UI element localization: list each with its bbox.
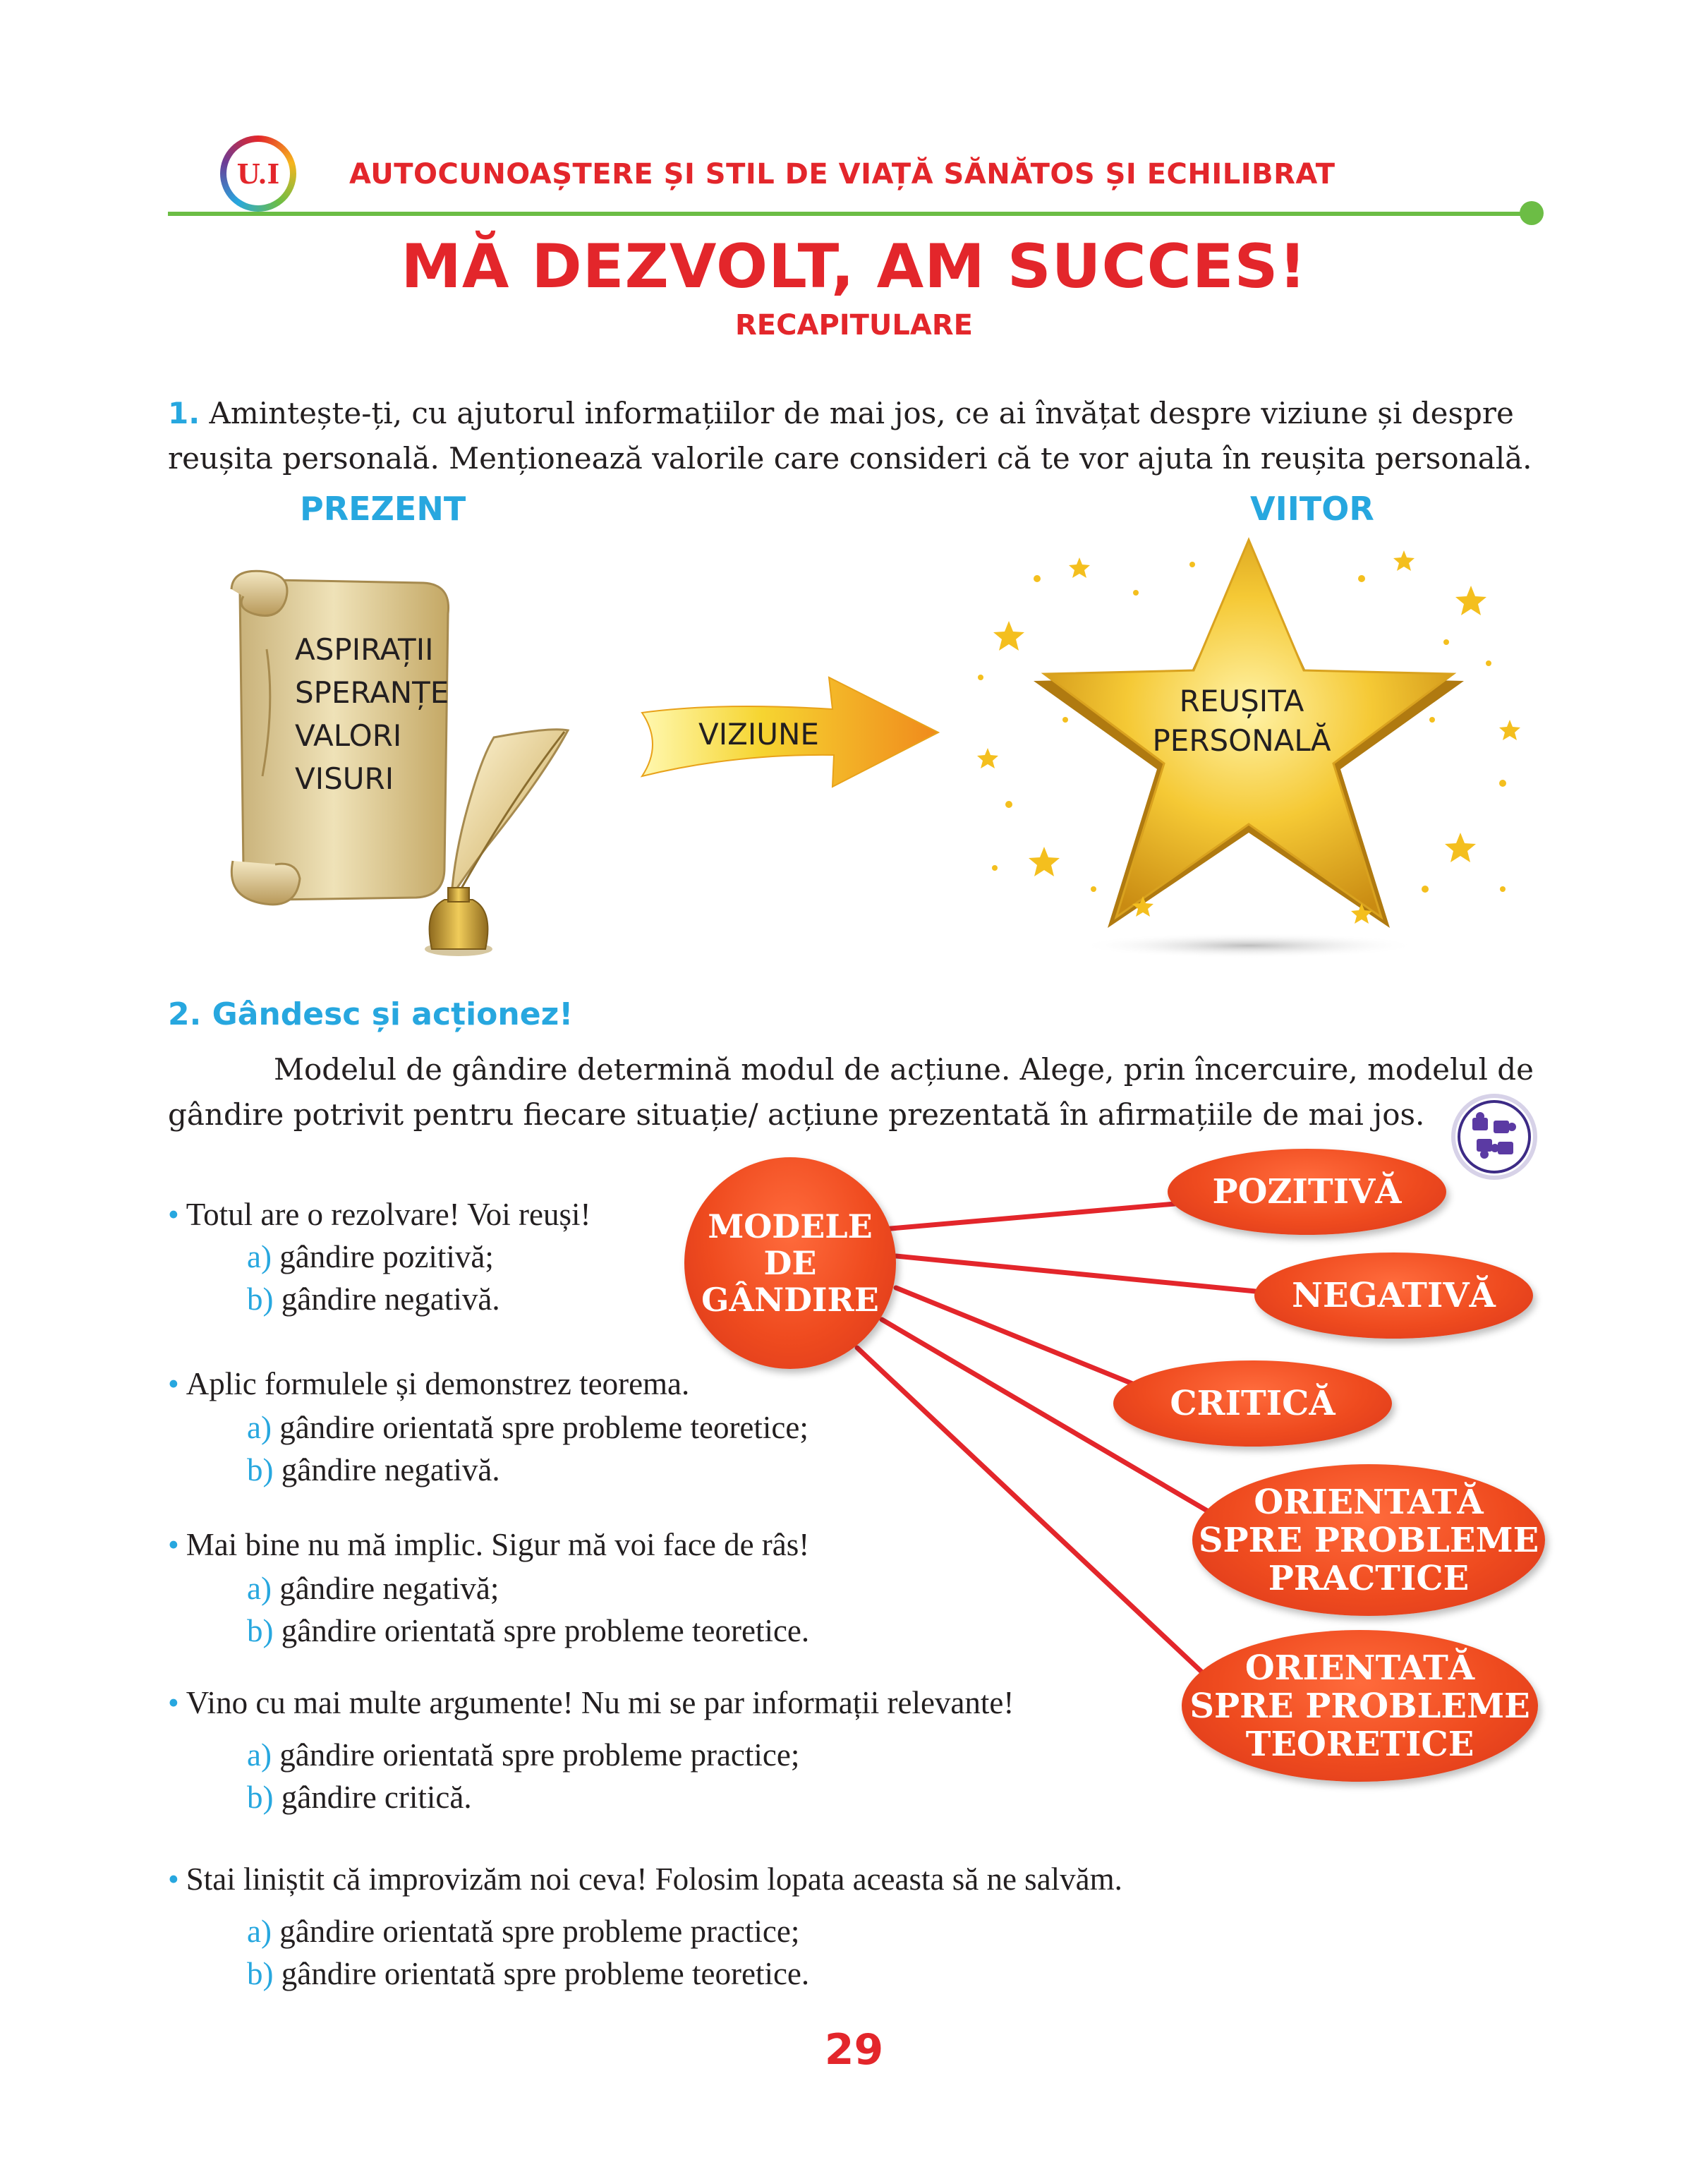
- bullet-icon: •: [168, 1366, 179, 1401]
- option-letter: a): [247, 1914, 272, 1949]
- option-text: gândire negativă.: [281, 1452, 500, 1487]
- question-statement: Totul are o rezolvare! Voi reuși!: [186, 1197, 591, 1232]
- bullet-icon: •: [168, 1861, 179, 1897]
- page-number: 29: [824, 2025, 884, 2075]
- option-text: gândire orientată spre probleme practice;: [279, 1737, 800, 1773]
- option-letter: b): [247, 1452, 274, 1487]
- option-letter: b): [247, 1956, 274, 1991]
- option-letter: a): [247, 1410, 272, 1445]
- mind-map-node-label: TEORETICE: [1245, 1724, 1474, 1764]
- question-statement: Stai liniștit că improvizăm noi ceva! Folosim lopata aceasta să ne salvăm.: [186, 1861, 1122, 1897]
- option-text: gândire orientată spre probleme teoretice.: [281, 1613, 810, 1648]
- connector-line: [896, 1256, 1270, 1293]
- bullet-icon: •: [168, 1685, 179, 1720]
- option-letter: b): [247, 1613, 274, 1648]
- mind-map-node-label: CRITICĂ: [1170, 1384, 1335, 1423]
- page-title: MĂ DEZVOLT, AM SUCCES!: [401, 231, 1307, 302]
- star-label-line: REUȘITA: [1179, 684, 1304, 718]
- question-statement: Mai bine nu mă implic. Sigur mă voi face de râs!: [186, 1527, 810, 1562]
- bullet-icon: •: [168, 1197, 179, 1232]
- exercise-2-heading: 2. Gândesc și acționez!: [168, 996, 574, 1032]
- mind-map-node-label: PRACTICE: [1268, 1558, 1470, 1598]
- connector-line: [896, 1288, 1157, 1394]
- mind-map-node-label: ORIENTATĂ: [1244, 1648, 1475, 1688]
- star-label-line: PERSONALĂ: [1152, 723, 1331, 758]
- mind-map-center-line: GÂNDIRE: [701, 1281, 879, 1319]
- exercise-1-instructions: Amintește-ți, cu ajutorul informațiilor de mai jos, ce ai învățat despre viziune și despre reușita personală. Menționează valorile care consideri că te vor ajuta în reușita personală.: [168, 396, 1532, 476]
- scroll-word: SPERANȚE: [295, 675, 449, 710]
- question-statement: Aplic formulele și demonstrez teorema.: [186, 1366, 690, 1401]
- connector-line: [875, 1202, 1199, 1230]
- mind-map-center-line: DE: [763, 1244, 817, 1282]
- mind-map-node-positive: [1168, 1149, 1446, 1235]
- option-text: gândire orientată spre probleme practice;: [279, 1914, 800, 1949]
- scroll-word: ASPIRAȚII: [295, 632, 434, 667]
- option-text: gândire negativă.: [281, 1281, 500, 1317]
- future-label: VIITOR: [1250, 490, 1374, 528]
- option-text: gândire orientată spre probleme teoretice;: [279, 1410, 808, 1445]
- option-letter: b): [247, 1780, 274, 1815]
- mind-map-node-negative: [1254, 1252, 1533, 1339]
- option-text: gândire pozitivă;: [279, 1239, 494, 1274]
- mind-map-node-practical: [1192, 1464, 1545, 1616]
- mind-map-node-critical: [1113, 1360, 1392, 1447]
- mind-map-node-label: POZITIVĂ: [1212, 1172, 1402, 1212]
- mind-map-node-label: SPRE PROBLEME: [1189, 1686, 1530, 1726]
- option-letter: a): [247, 1737, 272, 1773]
- exercise-2-instructions: Modelul de gândire determină modul de acțiune. Alege, prin încercuire, modelul de gândire potrivit pentru fiecare situație/ acțiune prezentată în afirmațiile de mai jos.: [168, 1052, 1534, 1132]
- page-subtitle: RECAPITULARE: [735, 309, 973, 342]
- option-letter: b): [247, 1281, 274, 1317]
- option-text: gândire orientată spre probleme teoretice.: [281, 1956, 810, 1991]
- exercise-1-number: 1.: [168, 396, 200, 430]
- option-text: gândire critică.: [281, 1780, 472, 1815]
- option-letter: a): [247, 1239, 272, 1274]
- scroll-word: VALORI: [295, 718, 402, 753]
- mind-map-node-label: NEGATIVĂ: [1292, 1276, 1496, 1315]
- unit-title: AUTOCUNOAȘTERE ȘI STIL DE VIAȚĂ SĂNĂTOS ȘI ECHILIBRAT: [349, 158, 1335, 191]
- mind-map-center: [684, 1157, 896, 1369]
- vision-arrow-label: VIZIUNE: [698, 717, 819, 751]
- mind-map-center-line: MODELE: [708, 1207, 873, 1245]
- present-label: PREZENT: [300, 490, 466, 528]
- mind-map-node-theoretical: [1182, 1630, 1538, 1782]
- mind-map-node-label: ORIENTATĂ: [1254, 1482, 1484, 1522]
- option-text: gândire negativă;: [279, 1571, 499, 1606]
- mind-map-node-label: SPRE PROBLEME: [1198, 1520, 1539, 1560]
- bullet-icon: •: [168, 1527, 179, 1562]
- unit-badge-label: U.I: [226, 142, 290, 205]
- question-statement: Vino cu mai multe argumente! Nu mi se par informații relevante!: [186, 1685, 1014, 1720]
- scroll-word: VISURI: [295, 761, 394, 796]
- option-letter: a): [247, 1571, 272, 1606]
